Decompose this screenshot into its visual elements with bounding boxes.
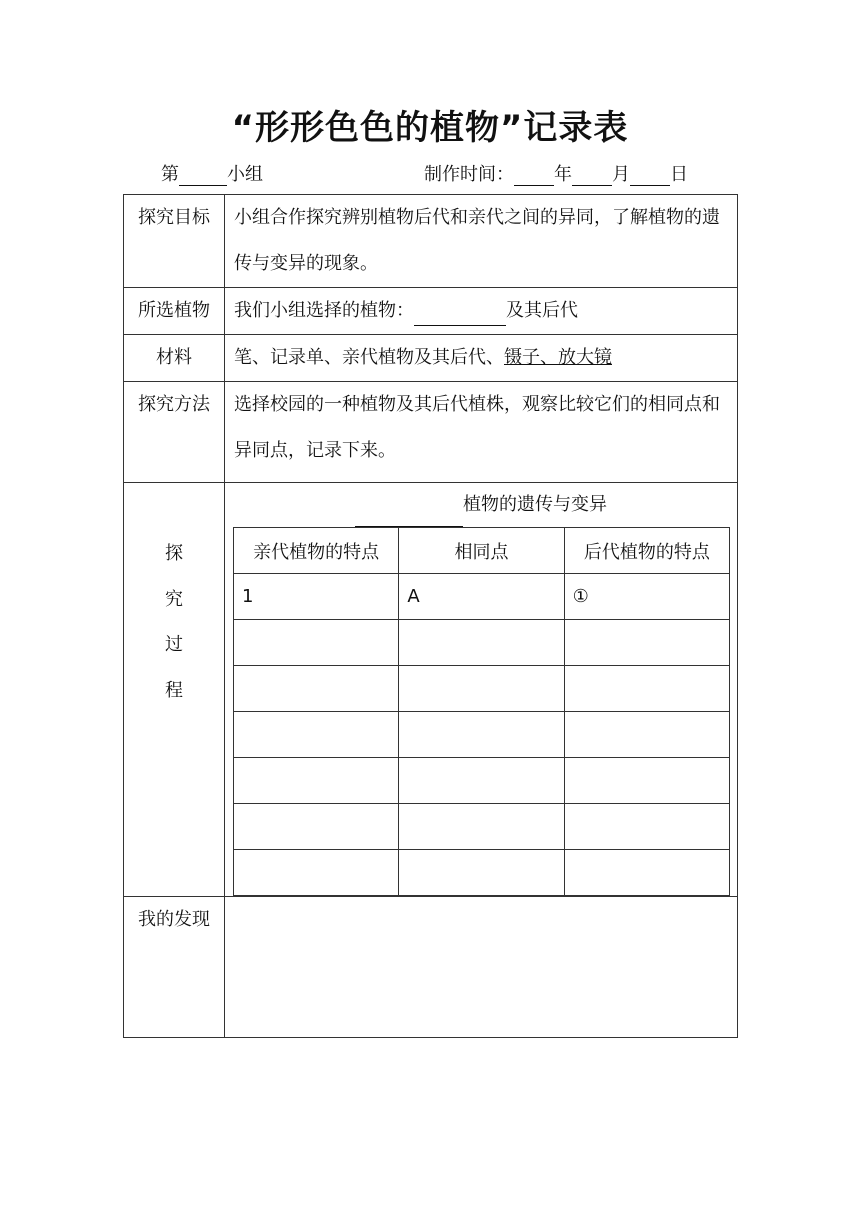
plant-prefix: 我们小组选择的植物： xyxy=(234,300,414,321)
materials-label-cell xyxy=(124,335,225,382)
process-label xyxy=(124,483,224,713)
offspring-trait-cell[interactable] xyxy=(564,666,729,712)
observation-table xyxy=(233,527,730,896)
offspring-trait-cell[interactable] xyxy=(564,620,729,666)
parent-trait-cell[interactable] xyxy=(234,850,399,896)
offspring-trait-cell[interactable]: ① xyxy=(564,574,729,620)
time-label: 制作时间： xyxy=(424,164,514,185)
method-label: 探究方法 xyxy=(138,394,210,415)
common-point-cell[interactable] xyxy=(399,804,564,850)
common-point-cell[interactable] xyxy=(399,850,564,896)
common-point-cell[interactable] xyxy=(399,666,564,712)
date-field xyxy=(424,160,688,186)
month-blank[interactable] xyxy=(572,165,612,186)
common-point-cell[interactable] xyxy=(399,620,564,666)
goal-content-cell xyxy=(225,195,738,288)
goal-label: 探究目标 xyxy=(138,207,210,228)
finding-label-cell xyxy=(124,897,225,1038)
observation-row xyxy=(234,620,730,666)
column-header: 相同点 xyxy=(399,528,564,574)
offspring-trait-cell[interactable] xyxy=(564,804,729,850)
process-row xyxy=(124,483,738,897)
parent-trait-cell[interactable] xyxy=(234,620,399,666)
materials-content-cell xyxy=(225,335,738,382)
process-subtitle-text: 植物的遗传与变异 xyxy=(463,494,607,515)
method-row xyxy=(124,382,738,483)
common-point-cell[interactable] xyxy=(399,712,564,758)
year-label: 年 xyxy=(554,164,572,185)
page-title: “形形色色的植物”记录表 xyxy=(231,108,629,148)
parent-trait-cell[interactable] xyxy=(234,758,399,804)
goal-row xyxy=(124,195,738,288)
observation-row xyxy=(234,850,730,896)
plant-content xyxy=(225,288,737,326)
materials-row xyxy=(124,335,738,382)
observation-row xyxy=(234,712,730,758)
offspring-trait-cell[interactable] xyxy=(564,850,729,896)
year-blank[interactable] xyxy=(514,165,554,186)
day-label: 日 xyxy=(670,164,688,185)
finding-content-cell[interactable] xyxy=(225,897,738,1038)
process-label-cell xyxy=(124,483,225,897)
offspring-trait-cell[interactable] xyxy=(564,758,729,804)
materials-content xyxy=(225,335,737,373)
group-prefix: 第 xyxy=(161,164,179,185)
process-plant-blank[interactable] xyxy=(355,502,463,527)
process-subtitle xyxy=(225,483,737,527)
parent-trait-cell[interactable] xyxy=(234,804,399,850)
group-number-blank[interactable] xyxy=(179,165,227,186)
observation-row xyxy=(234,574,730,620)
process-label-char: 探 xyxy=(165,543,183,564)
plant-label-cell xyxy=(124,288,225,335)
finding-text xyxy=(225,897,737,905)
record-table xyxy=(123,194,738,1038)
observation-row xyxy=(234,666,730,712)
materials-label: 材料 xyxy=(156,347,192,368)
plant-label: 所选植物 xyxy=(138,300,210,321)
group-suffix: 小组 xyxy=(227,164,263,185)
process-content-cell xyxy=(225,483,738,897)
method-content-cell xyxy=(225,382,738,483)
finding-label: 我的发现 xyxy=(138,909,210,930)
goal-label-cell xyxy=(124,195,225,288)
goal-text: 小组合作探究辨别植物后代和亲代之间的异同，了解植物的遗传与变异的现象。 xyxy=(234,207,720,274)
day-blank[interactable] xyxy=(630,165,670,186)
header-info xyxy=(0,160,860,186)
process-label-char: 过 xyxy=(165,634,183,655)
finding-row xyxy=(124,897,738,1038)
method-label-cell xyxy=(124,382,225,483)
observation-row xyxy=(234,804,730,850)
process-label-char: 程 xyxy=(165,679,183,701)
parent-trait-cell[interactable]: 1 xyxy=(234,574,399,620)
common-point-cell[interactable]: A xyxy=(399,574,564,620)
common-point-cell[interactable] xyxy=(399,758,564,804)
plant-content-cell xyxy=(225,288,738,335)
plant-suffix: 及其后代 xyxy=(506,300,578,321)
observation-row xyxy=(234,758,730,804)
process-label-char: 究 xyxy=(165,588,183,610)
column-header: 亲代植物的特点 xyxy=(234,528,399,574)
plant-name-blank[interactable] xyxy=(414,305,506,326)
plant-row xyxy=(124,288,738,335)
materials-underlined: 镊子、放大镜 xyxy=(504,347,612,368)
parent-trait-cell[interactable] xyxy=(234,712,399,758)
offspring-trait-cell[interactable] xyxy=(564,712,729,758)
materials-text: 笔、记录单、亲代植物及其后代、 xyxy=(234,347,504,368)
group-field xyxy=(161,160,263,186)
observation-header-row xyxy=(234,528,730,574)
method-text: 选择校园的一种植物及其后代植株，观察比较它们的相同点和异同点，记录下来。 xyxy=(234,394,720,461)
column-header: 后代植物的特点 xyxy=(564,528,729,574)
month-label: 月 xyxy=(612,164,630,185)
parent-trait-cell[interactable] xyxy=(234,666,399,712)
